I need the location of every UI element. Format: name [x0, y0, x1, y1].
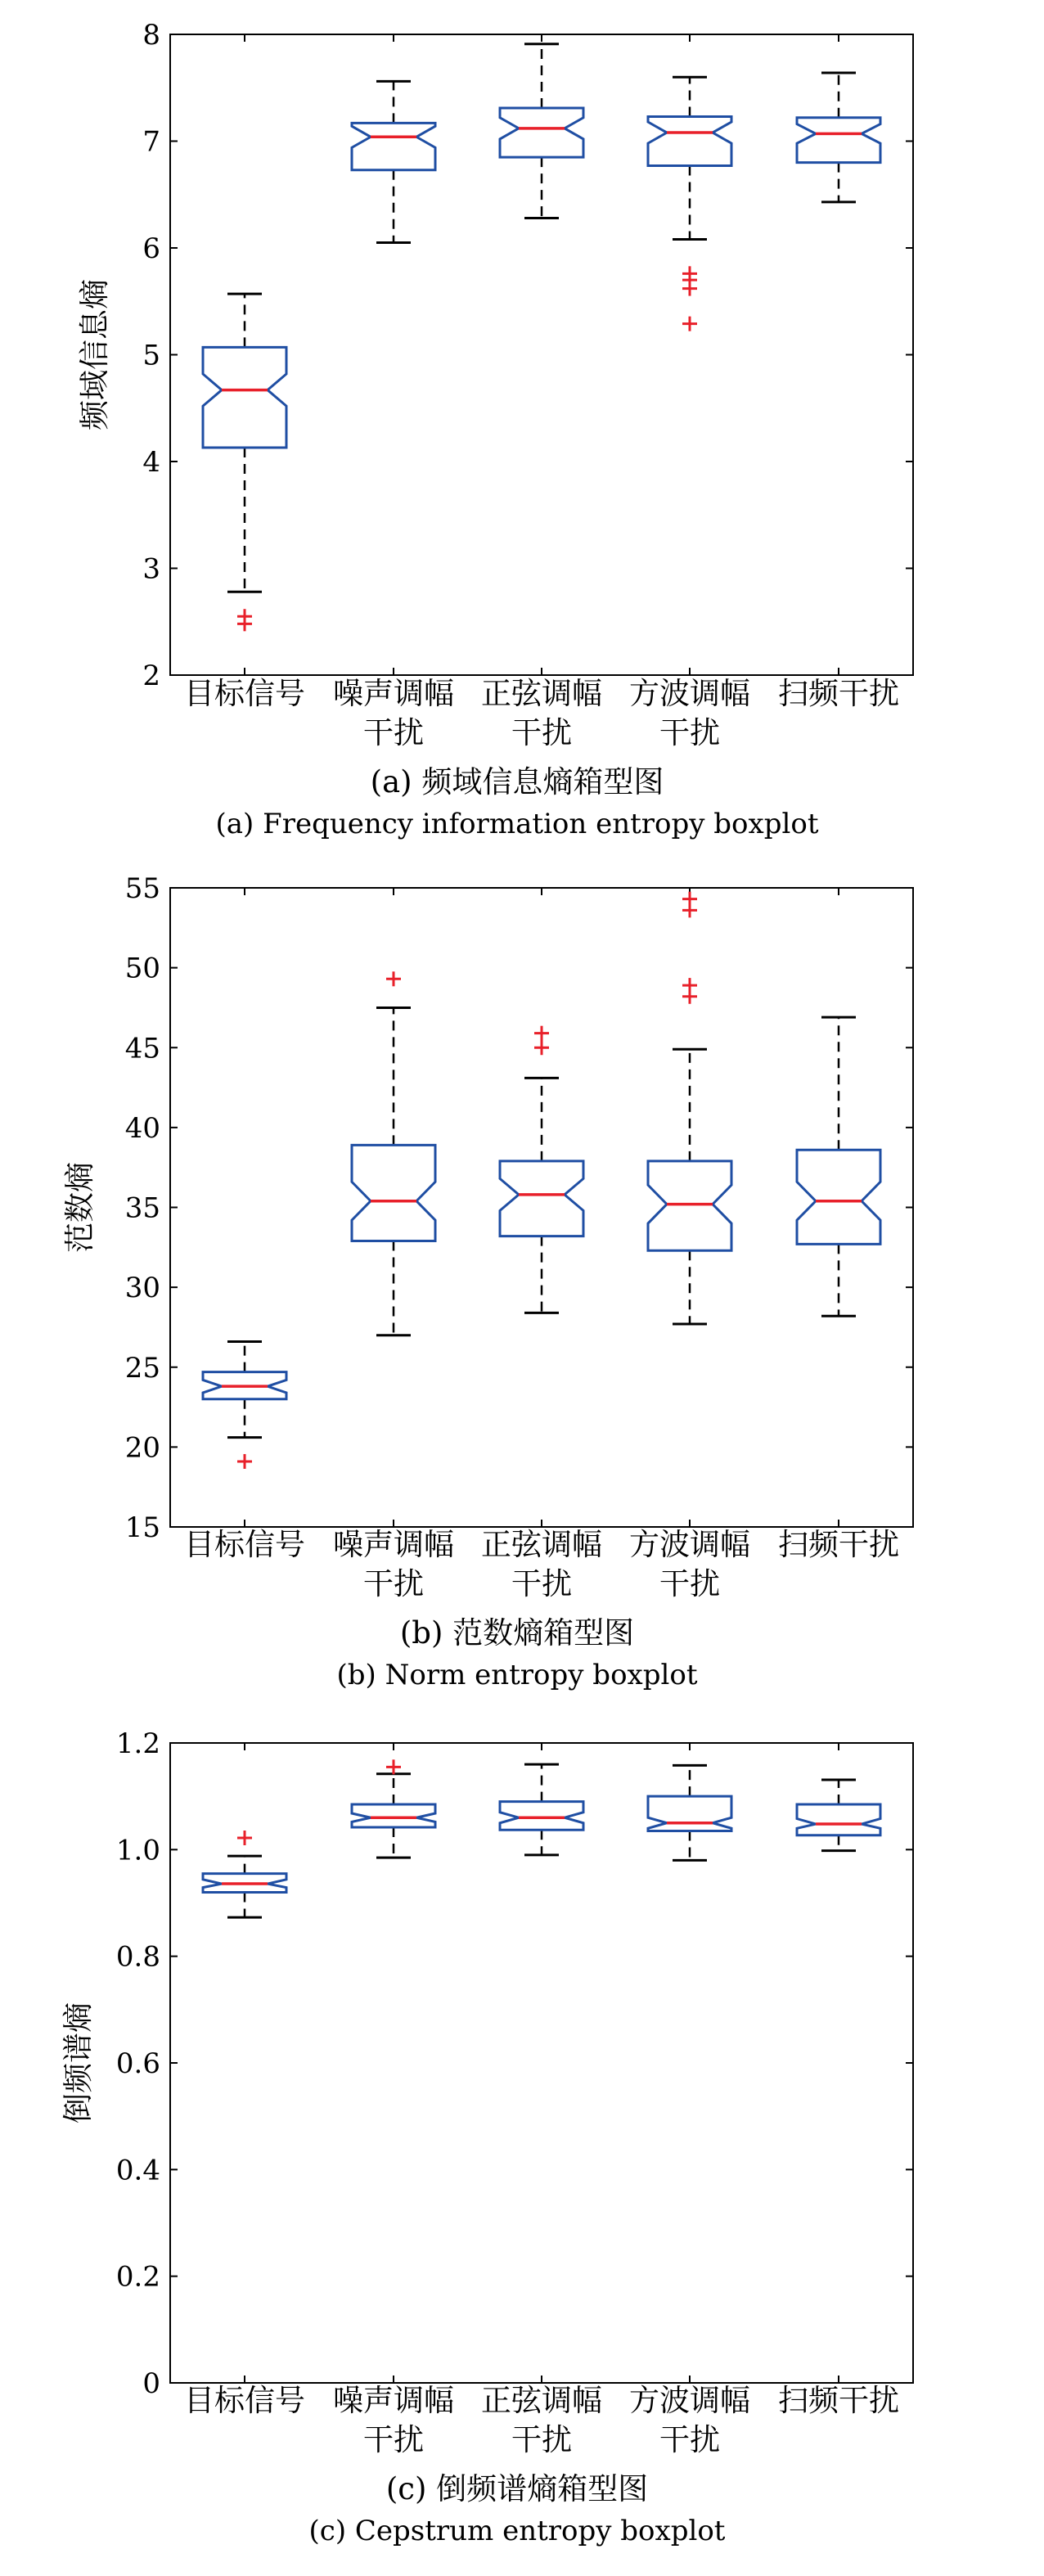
- chart1-category-label: 干扰: [511, 715, 572, 750]
- chart3-ytick-label: 1.2: [115, 1727, 160, 1760]
- chart1-caption-cn: (a) 频域信息熵箱型图: [370, 764, 664, 799]
- chart1-category-label: 目标信号: [184, 676, 305, 711]
- chart1-y-axis-label: 频域信息熵: [77, 279, 112, 430]
- chart1-ytick-label: 3: [142, 552, 160, 586]
- chart1-outlier-marker: [682, 317, 697, 331]
- chart1-ytick-label: 6: [142, 232, 160, 265]
- chart2-category-label: 正弦调幅: [481, 1527, 602, 1562]
- chart3-outlier-marker: [386, 1759, 401, 1774]
- chart1-category-label: 正弦调幅: [481, 676, 602, 711]
- chart1-category-label: 干扰: [363, 715, 424, 750]
- chart2-caption-cn: (b) 范数熵箱型图: [399, 1615, 635, 1651]
- chart1-outlier-marker: [237, 609, 252, 624]
- chart3-category-label: 扫频干扰: [778, 2383, 899, 2418]
- chart1-ytick-label: 7: [142, 125, 160, 159]
- chart3-caption-cn: (c) 倒频谱熵箱型图: [385, 2471, 649, 2506]
- chart3-ytick-label: 0.2: [115, 2260, 160, 2294]
- chart2-ytick-label: 40: [124, 1111, 160, 1145]
- chart2-ytick-label: 15: [124, 1511, 160, 1544]
- chart2-outlier-marker: [534, 1040, 549, 1055]
- chart3-category-label: 干扰: [659, 2422, 720, 2457]
- chart2-caption-en: (b) Norm entropy boxplot: [336, 1659, 698, 1691]
- chart3-caption-en: (c) Cepstrum entropy boxplot: [308, 2515, 726, 2547]
- chart2-category-label: 干扰: [511, 1566, 572, 1601]
- chart3-box: [797, 1804, 880, 1835]
- chart1-category-label: 干扰: [659, 715, 720, 750]
- chart2-ytick-label: 50: [124, 952, 160, 985]
- chart3-ytick-label: 1.0: [115, 1834, 160, 1867]
- chart1-category-label: 扫频干扰: [778, 676, 899, 711]
- chart2-box: [352, 1145, 435, 1241]
- chart1-caption-en: (a) Frequency information entropy boxplot: [215, 808, 819, 840]
- chart2-category-label: 噪声调幅: [333, 1527, 454, 1562]
- chart2-box: [648, 1161, 731, 1250]
- chart2-ytick-label: 45: [124, 1032, 160, 1065]
- chart1-box: [203, 347, 286, 448]
- chart1-box: [500, 108, 583, 157]
- chart3-outlier-marker: [237, 1831, 252, 1845]
- chart2-category-label: 扫频干扰: [778, 1527, 899, 1562]
- chart1-ytick-label: 8: [142, 19, 160, 52]
- chart1-box: [797, 118, 880, 163]
- chart2-ytick-label: 30: [124, 1272, 160, 1305]
- chart1-box: [648, 116, 731, 165]
- chart3-box: [648, 1796, 731, 1831]
- chart3-box: [352, 1804, 435, 1827]
- chart1-outlier-marker: [682, 266, 697, 281]
- chart2-ytick-label: 55: [124, 872, 160, 905]
- chart3-ytick-label: 0.8: [115, 1940, 160, 1974]
- chart3-ytick-label: 0: [142, 2367, 160, 2400]
- chart1-ytick-label: 5: [142, 339, 160, 372]
- chart3-ytick-label: 0.4: [115, 2154, 160, 2187]
- chart1-ytick-label: 2: [142, 660, 160, 692]
- chart3-box: [500, 1802, 583, 1831]
- chart2-category-label: 方波调幅: [629, 1527, 750, 1562]
- chart1-ytick-label: 4: [142, 446, 160, 479]
- chart2-category-label: 干扰: [363, 1566, 424, 1601]
- chart2-outlier-marker: [534, 1026, 549, 1041]
- chart1-axes-frame: [170, 34, 913, 675]
- chart3-category-label: 方波调幅: [629, 2383, 750, 2418]
- chart2-y-axis-label: 范数熵: [62, 1162, 97, 1253]
- chart2-outlier-marker: [237, 1454, 252, 1469]
- chart2-ytick-label: 20: [124, 1431, 160, 1465]
- chart2-outlier-marker: [682, 978, 697, 993]
- chart2-category-label: 干扰: [659, 1566, 720, 1601]
- chart3-category-label: 干扰: [511, 2422, 572, 2457]
- chart3-y-axis-label: 倒频谱熵: [61, 2002, 96, 2123]
- chart2-box: [500, 1161, 583, 1236]
- chart2-category-label: 目标信号: [184, 1527, 305, 1562]
- chart3-category-label: 噪声调幅: [333, 2383, 454, 2418]
- chart2-ytick-label: 35: [124, 1191, 160, 1225]
- chart3-category-label: 目标信号: [184, 2383, 305, 2418]
- chart1-category-label: 噪声调幅: [333, 676, 454, 711]
- chart3-ytick-label: 0.6: [115, 2047, 160, 2080]
- chart2-ytick-label: 25: [124, 1351, 160, 1385]
- chart2-box: [797, 1150, 880, 1244]
- chart1-box: [352, 123, 435, 169]
- chart2-outlier-marker: [682, 892, 697, 907]
- chart2-axes-frame: [170, 888, 913, 1527]
- chart1-category-label: 方波调幅: [629, 676, 750, 711]
- chart3-category-label: 干扰: [363, 2422, 424, 2457]
- chart2-outlier-marker: [386, 971, 401, 986]
- chart3-category-label: 正弦调幅: [481, 2383, 602, 2418]
